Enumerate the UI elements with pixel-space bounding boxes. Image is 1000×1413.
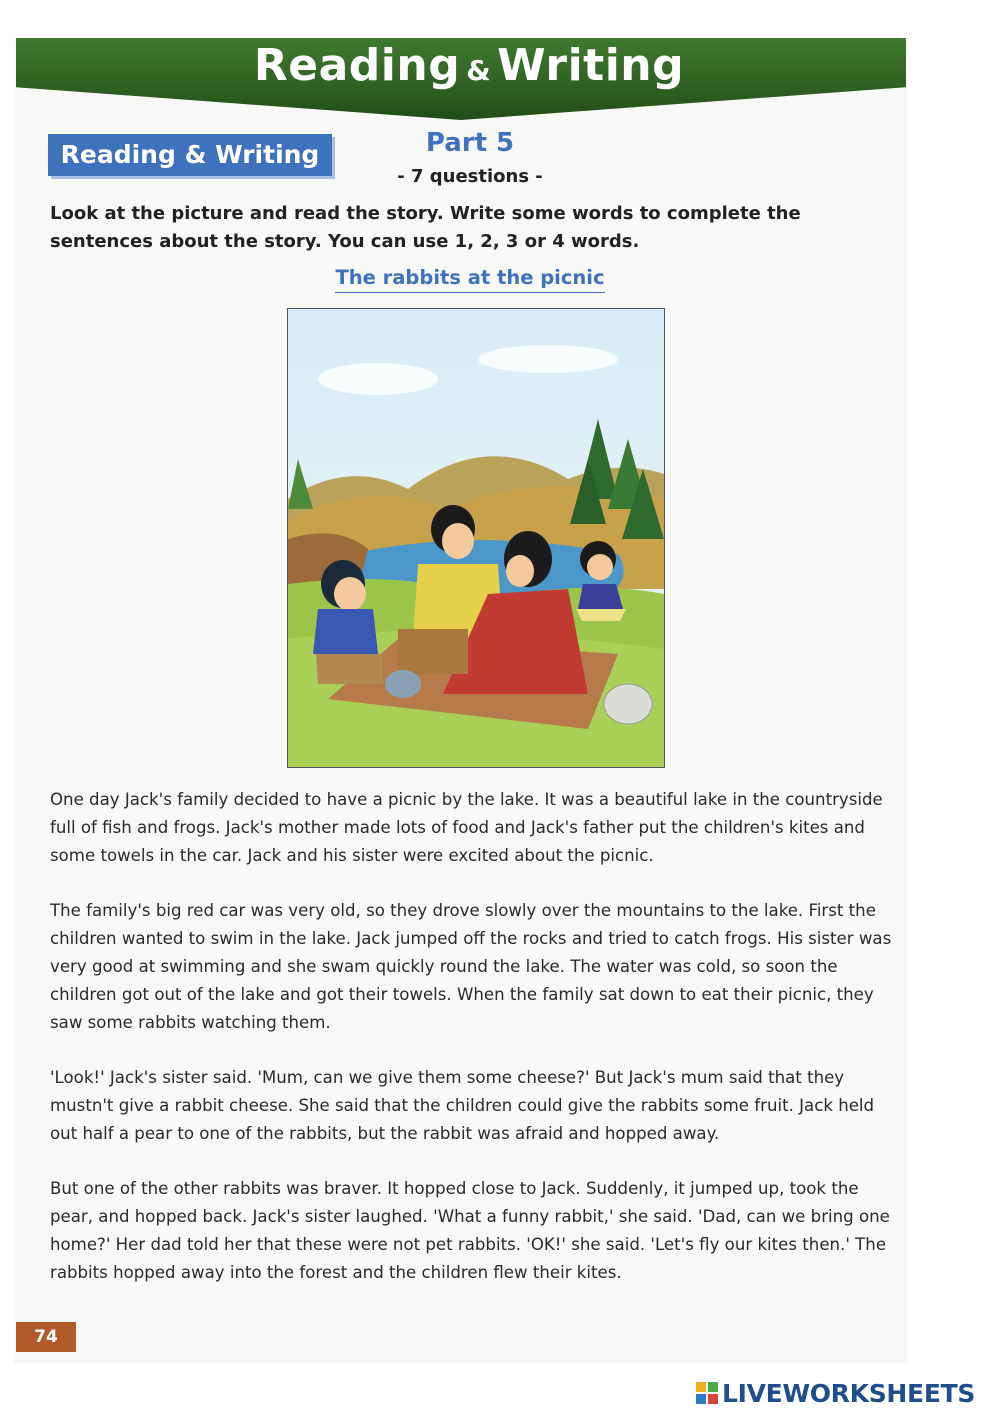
title-part1: Reading [253, 40, 461, 91]
section-label: Reading & Writing [48, 134, 332, 176]
question-count: - 7 questions - [397, 166, 543, 187]
part-title: Part 5 [425, 128, 515, 158]
title-ampersand: & [466, 54, 492, 87]
story-illustration [287, 308, 665, 768]
story-text [50, 786, 900, 1314]
watermark [696, 1378, 975, 1408]
page-number: 74 [16, 1322, 76, 1352]
picnic-scene-image [288, 309, 664, 767]
title-part2: Writing [497, 40, 685, 91]
liveworksheets-logo-icon [696, 1382, 718, 1404]
story-paragraph: One day Jack's family decided to have a picnic by the lake. It was a beautiful lake in the countryside full of fish and frogs. Jack's mother made lots of food and Jack's father put the children's kites and some towels in the car. Jack and his sister were excited about the picnic. [50, 790, 883, 865]
story-paragraph: The family's big red car was very old, so they drove slowly over the mountains to the lake. First the children wanted to swim in the lake. Jack jumped off the rocks and tried to catch frogs. His sister was very good at swimming and she swam quickly round the lake. The water was cold, so soon the children got out of the lake and got their towels. When the family sat down to eat their picnic, they saw some rabbits watching them. [50, 901, 892, 1032]
story-paragraph: But one of the other rabbits was braver. It hopped close to Jack. Suddenly, it jumped up, took the pear, and hopped back. Jack's sister laughed. 'What a funny rabbit,' she said. 'Dad, can we bring one home?' Her dad told her that these were not pet rabbits. 'OK!' she said. 'Let's fly our kites then.' The rabbits hopped away into the forest and the children flew their kites. [50, 1179, 890, 1282]
page-title [16, 40, 922, 91]
story-paragraph: 'Look!' Jack's sister said. 'Mum, can we give them some cheese?' But Jack's mum said that they mustn't give a rabbit cheese. She said that the children could give the rabbits some fruit. Jack held out half a pear to one of the rabbits, but the rabbit was afraid and hopped away. [50, 1068, 875, 1143]
instructions: Look at the picture and read the story. Write some words to complete the sentences about the story. You can use 1, 2, 3 or 4 words. [50, 203, 801, 252]
watermark-text: LIVEWORKSHEETS [722, 1378, 976, 1408]
story-title-text: The rabbits at the picnic [335, 266, 604, 293]
story-title [300, 266, 640, 289]
